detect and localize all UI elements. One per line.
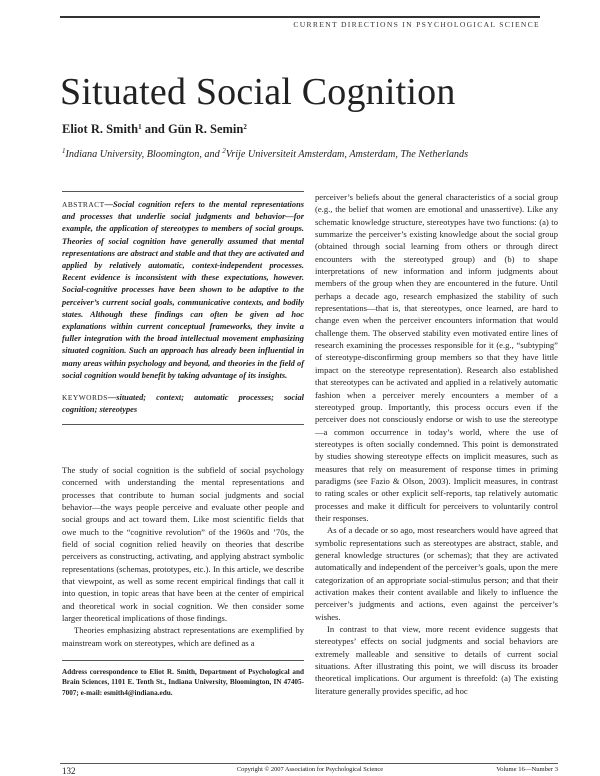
correspondence-note: Address correspondence to Eliot R. Smith, Department of Psychological and Brain Sciences, 1101 E. Tenth St., Indiana University, Bloomington, IN 47405-7007; e-mail: esmith4@indiana.edu. <box>62 660 304 698</box>
article-title: Situated Social Cognition <box>60 71 456 113</box>
abstract-text: —Social cognition refers to the mental representations and processes that underlie social judgments and behavior—for example, the application of stereotypes to members of social groups. Theories of social cognition have generally assumed that mental representations are abstract and stable and that they are activated and applied by relatively automatic, context-independent processes. Recent evidence is inconsistent with these expectations, however. Social-cognitive processes have been shown to be adaptive to the perceiver’s current social goals, communicative contexts, and bodily states. Although these findings can often be given ad hoc explanations within current conceptual frameworks, they invite a fuller integration with the broad intellectual movement emphasizing situated cognition. Such an approach has already been influential in many areas within psychology and beyond, and theories in the field of social cognition would benefit by taking advantage of its insights. <box>62 200 304 380</box>
author-line <box>62 122 247 137</box>
affiliation-text: Vrije Universiteit Amsterdam, Amsterdam, The Netherlands <box>225 149 469 160</box>
affiliation-marker: 1 <box>62 147 66 155</box>
body-paragraph: In contrast to that view, more recent evidence suggests that stereotypes’ effects on social judgments and social behaviors are extremely malleable and sensitive to details of current social situations. After illustrating this point, we will discuss its broader theoretical implications. Our argument is threefold: (a) The existing literature generally provides specific, ad hoc <box>315 624 558 696</box>
affiliation-marker: 1 <box>138 123 142 131</box>
volume-info: Volume 16—Number 3 <box>496 766 558 773</box>
running-head: CURRENT DIRECTIONS IN PSYCHOLOGICAL SCIENCE <box>60 16 540 29</box>
abstract-label: ABSTRACT <box>62 200 105 209</box>
copyright-notice: Copyright © 2007 Association for Psychological Science <box>236 766 384 773</box>
footer-rule <box>60 763 558 764</box>
keywords-paragraph <box>62 392 304 416</box>
affiliation-marker: 2 <box>243 123 247 131</box>
affiliation-marker: 2 <box>222 147 226 155</box>
keywords-text: —situated; context; automatic processes; social cognition; stereotypes <box>62 393 304 415</box>
left-column-body <box>62 464 304 649</box>
body-paragraph: Theories emphasizing abstract representations are exemplified by mainstream work on stereotypes, which are defined as a <box>62 625 304 648</box>
author-name: Eliot R. Smith <box>62 122 139 136</box>
affiliation-line <box>62 147 468 160</box>
abstract-box <box>62 191 304 425</box>
author-name: Gün R. Semin <box>167 122 244 136</box>
author-connector: and <box>141 122 168 136</box>
right-column-body <box>315 191 558 697</box>
affiliation-text: Indiana University, Bloomington, and <box>65 149 223 160</box>
page-footer <box>62 766 558 776</box>
body-paragraph: The study of social cognition is the subfield of social psychology concerned with understanding the mental representations and processes that contribute to human social judgments and social behavior—the ways people perceive and evaluate other people and social groups and act toward them. Like most scientific fields that owe much to the “cognitive revolution” of the 1960s and ’70s, the field of social cognition relied heavily on theories that describe perceivers as constructing, activating, and applying abstract symbolic representations (schemas, prototypes, etc.). In this article, we describe that viewpoint, as well as some recent empirical findings that call it into question, in topic areas that have been at the center of empirical and theoretical work in social cognition. We then consider some larger theoretical implications of those findings. <box>62 465 304 624</box>
abstract-paragraph <box>62 199 304 382</box>
page-number: 132 <box>62 766 76 776</box>
keywords-label: KEYWORDS <box>62 393 108 403</box>
body-paragraph: perceiver’s beliefs about the general characteristics of a social group (e.g., the belief that women are emotional and unassertive). Like any schematic knowledge structure, stereotypes have two functions: (a) to summarize the perceiver’s existing knowledge about the social group (obtained through social learning from others or through direct encounters with the stereotyped group) and (b) to shape interpretations of new information and inform judgments about members of the group when they are encountered in the future. Until perhaps a decade ago, research emphasized the stability of such representations—that is, that stereotypes, once learned, are hard to change even when the perceiver encounters information that would challenge them. The observed stability even motivated entire lines of research examining the processes responsible for it (e.g., “subtyping” of stereotype-disconfirming group members so that they have little impact on the stereotype representation). Research also established that stereotypes can be activated and applied in a relatively automatic fashion when a perceiver merely encounters a member of a stereotyped group. Importantly, this process occurs even if the perceiver does not consciously endorse or wish to use the stereotype—a common occurrence in today’s world, where the use of stereotypes is often socially condemned. This point is demonstrated by studies showing stereotype effects on implicit measures, such as measures that rely on measurement of response times in priming paradigms (see Fazio & Olson, 2003). Implicit measures, in contrast to rating scales or other explicit self-reports, tap relatively automatic processes and make it difficult for perceivers to voluntarily control their responses. <box>315 192 558 523</box>
body-paragraph: As of a decade or so ago, most researchers would have agreed that symbolic representations such as stereotypes are abstract, stable, and general knowledge structures (or schemas); that they are activated automatically and independent of the perceiver’s goals, upon the mere categorization of an appropriate social-stimulus person; and that their activation makes their content available and likely to influence the perceiver’s judgments and actions, even against the perceiver’s wishes. <box>315 525 558 622</box>
